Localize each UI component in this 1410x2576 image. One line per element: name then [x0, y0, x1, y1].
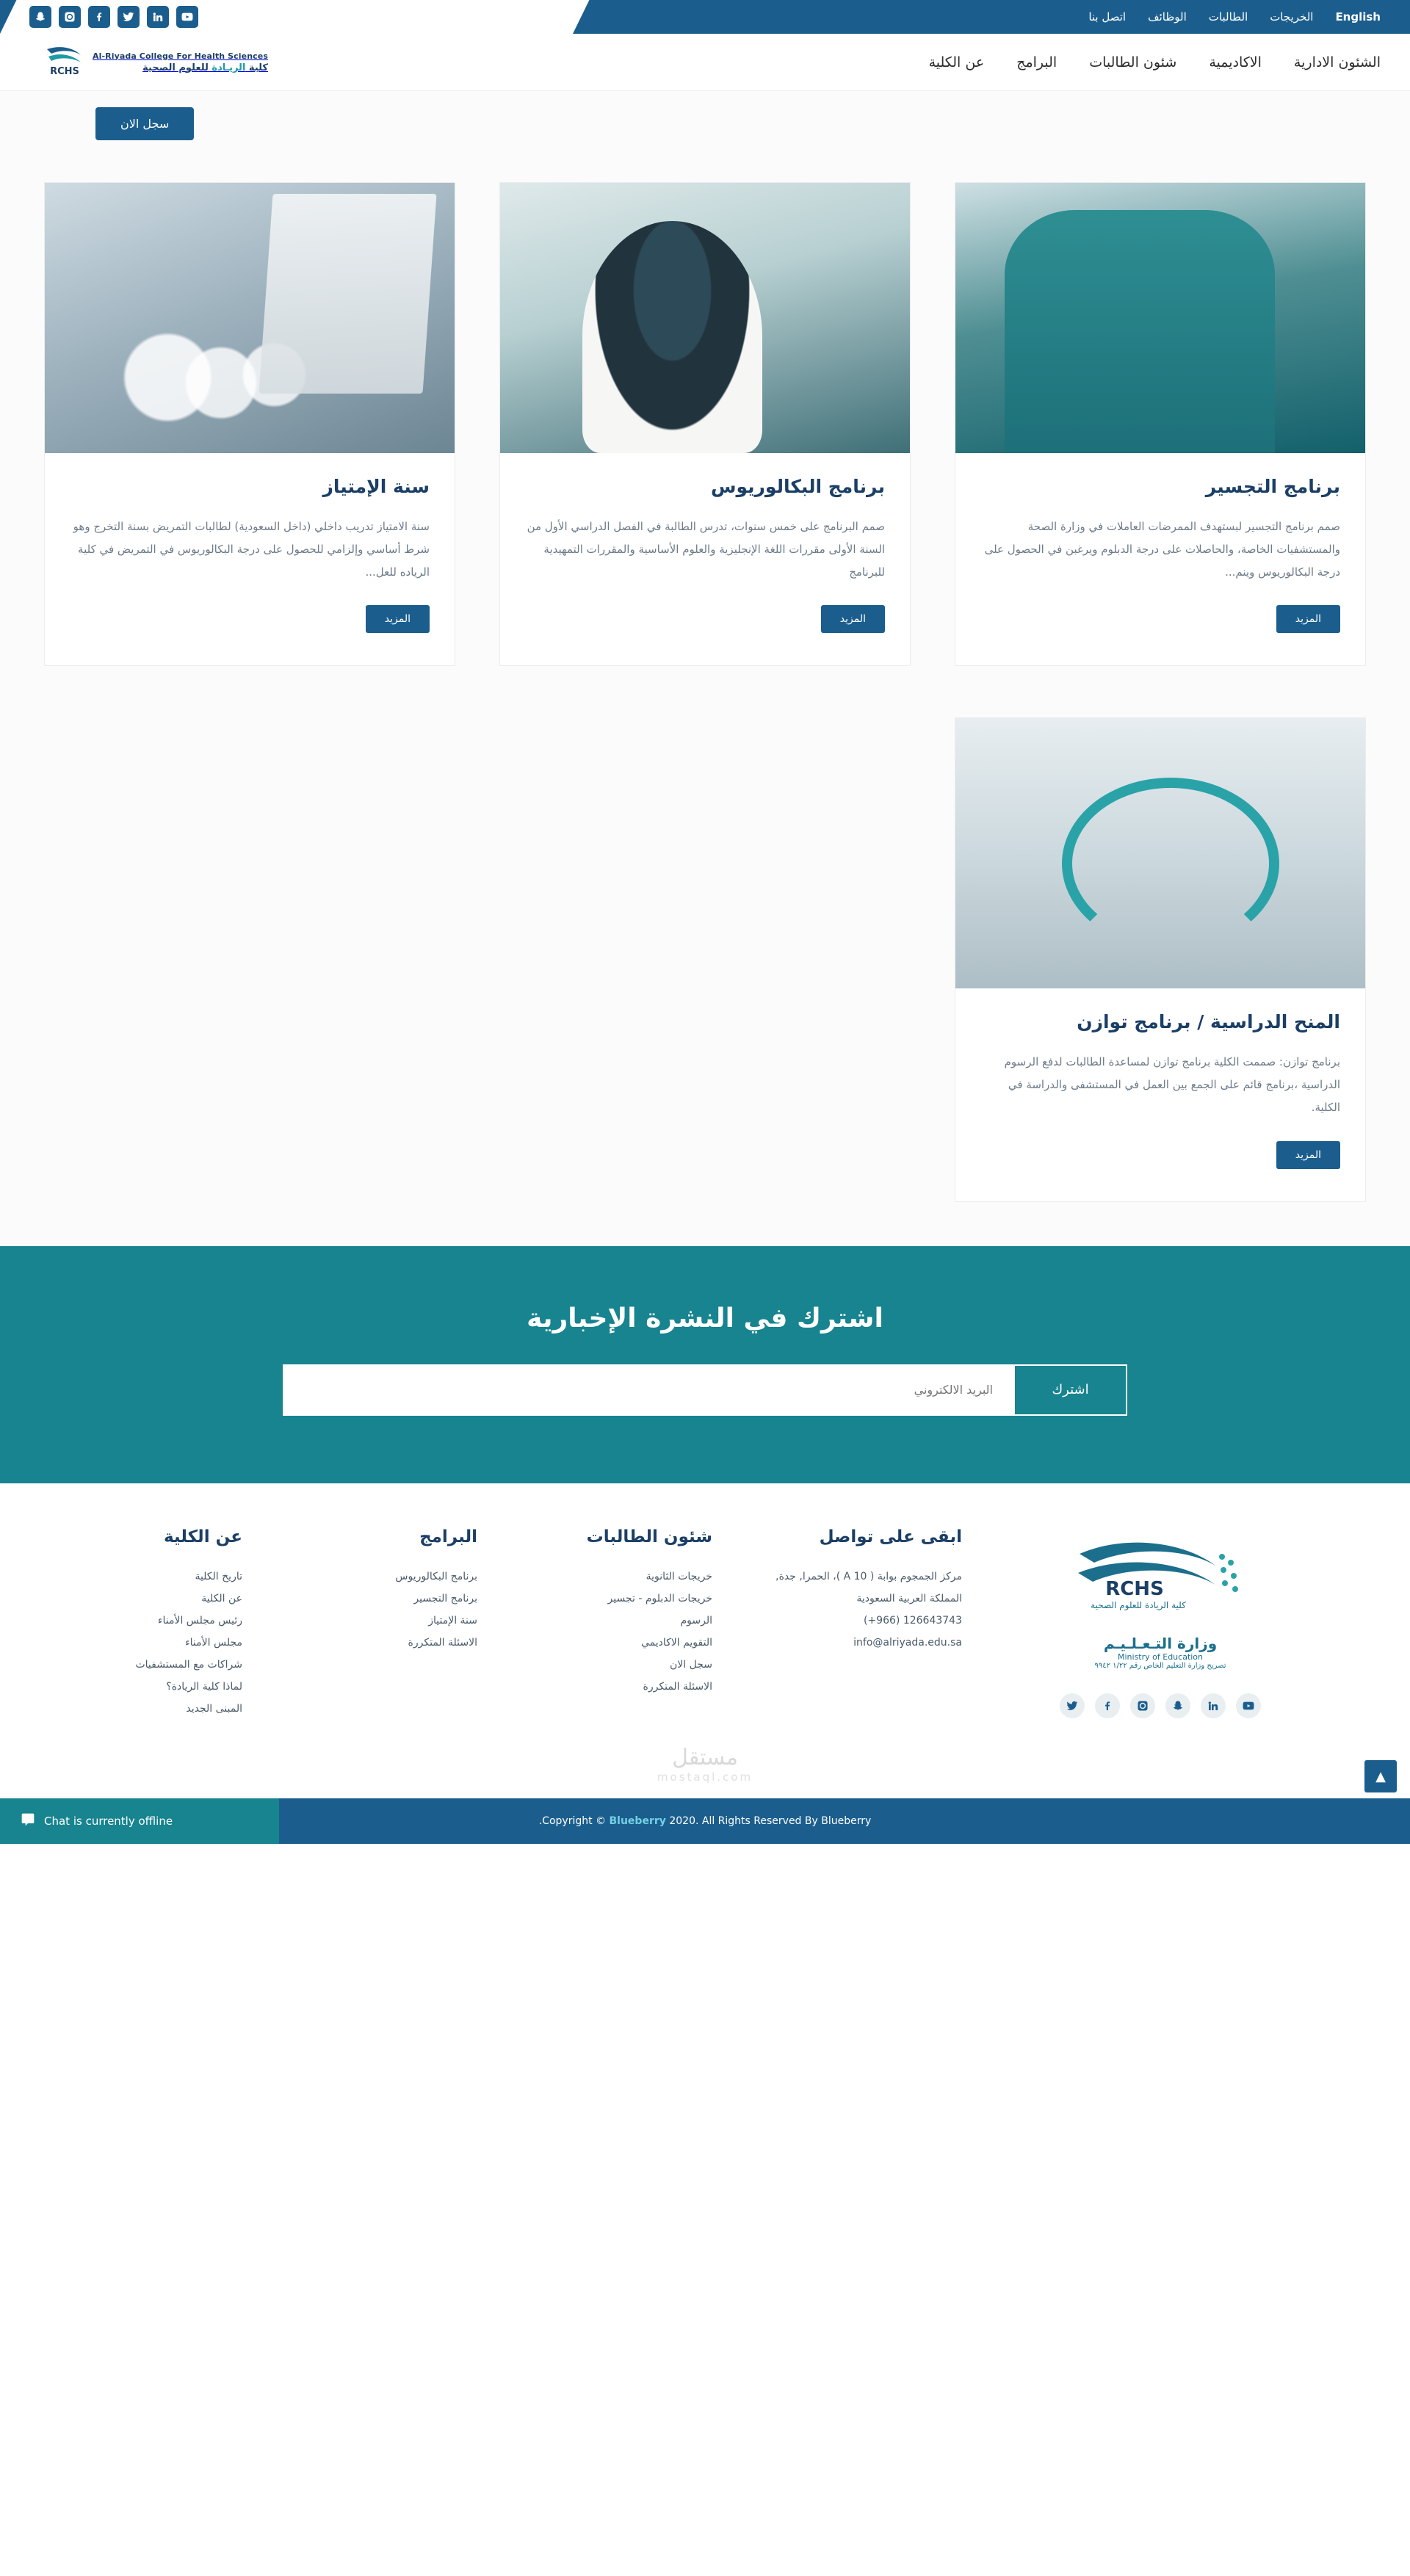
snapchat-icon[interactable] — [1165, 1693, 1190, 1718]
card-title: برنامج التجسير — [1205, 476, 1340, 497]
topbar-link-graduates[interactable]: الخريجات — [1270, 10, 1314, 23]
youtube-icon[interactable] — [176, 6, 198, 28]
rchs-footer-logo-icon — [1065, 1527, 1256, 1618]
watermark-main: مستقل — [672, 1745, 738, 1771]
topbar-link-contact[interactable]: اتصل بنا — [1088, 10, 1127, 23]
chat-icon — [21, 1812, 35, 1830]
copyright-text: Copyright © Blueberry 2020. All Rights Reserved By Blueberry. — [538, 1815, 872, 1828]
scholarship-card-grid — [59, 717, 1351, 1201]
newsletter-email-input[interactable] — [283, 1364, 1013, 1416]
twitter-icon[interactable] — [1060, 1693, 1085, 1718]
topbar-links — [1088, 0, 1410, 34]
card-body — [955, 453, 1365, 665]
footer-link[interactable]: شراكات مع المستشفيات — [135, 1658, 242, 1671]
footer-link[interactable]: عن الكلية — [201, 1592, 242, 1604]
twitter-icon[interactable] — [118, 6, 140, 28]
brand-text — [93, 51, 268, 73]
student-photo — [500, 183, 910, 453]
scroll-to-top-button[interactable]: ▲ — [1364, 1760, 1397, 1792]
nav-student-affairs[interactable]: شئون الطالبات — [1089, 54, 1177, 70]
footer-link[interactable]: التقويم الاكاديمي — [640, 1636, 712, 1649]
footer-logos — [1013, 1527, 1329, 1718]
register-now-button[interactable]: سجل الان — [95, 107, 194, 140]
footer-heading: ابقى على تواصل — [819, 1527, 962, 1546]
footer-link[interactable]: سنة الإمتياز — [428, 1614, 477, 1627]
footer-link[interactable]: برنامج التجسير — [413, 1592, 477, 1604]
footer-link[interactable]: رئيس مجلس الأمناء — [157, 1614, 242, 1627]
chat-offline-bar[interactable] — [0, 1798, 279, 1844]
card-bridging-program[interactable] — [955, 182, 1366, 666]
site-footer — [0, 1483, 1410, 1845]
linkedin-icon[interactable] — [147, 6, 169, 28]
ministry-of-education-logo — [1094, 1635, 1226, 1670]
footer-link[interactable]: المبنى الجديد — [186, 1703, 242, 1715]
footer-link[interactable]: لماذا كلية الريادة؟ — [166, 1680, 242, 1693]
card-more-button[interactable]: المزيد — [1276, 605, 1340, 633]
footer-heading: عن الكلية — [163, 1527, 242, 1546]
card-scholarship-tawazun[interactable] — [955, 717, 1366, 1201]
footer-email[interactable]: info@alriyada.edu.sa — [853, 1636, 962, 1649]
card-body — [955, 988, 1365, 1201]
card-image — [955, 183, 1365, 453]
programs-card-grid — [59, 162, 1351, 666]
svg-text:RCHS: RCHS — [50, 65, 79, 77]
footer-link[interactable]: خريجات الثانوية — [646, 1570, 712, 1582]
facebook-icon[interactable] — [1095, 1693, 1120, 1718]
footer-address: مركز الجمجوم بوابة ( A 10 )، الحمرا, جدة, المملكة العربية السعودية — [776, 1570, 962, 1604]
card-title: سنة الإمتياز — [322, 476, 430, 497]
instagram-icon[interactable] — [59, 6, 81, 28]
rchs-logo-icon — [44, 43, 85, 82]
footer-heading: شئون الطالبات — [586, 1527, 712, 1546]
card-internship-year[interactable] — [44, 182, 455, 666]
programs-section — [0, 162, 1410, 1246]
card-description: برنامج توازن: صممت الكلية برنامج توازن لمساعدة الطالبات لدفع الرسوم الدراسية ،برنامج قائم على الجمع بين العمل في المستشفى والدراسة في الكلية. — [1004, 1055, 1340, 1114]
site-logo[interactable] — [44, 43, 268, 82]
footer-link[interactable]: الرسوم — [680, 1614, 712, 1627]
newsletter-form — [283, 1364, 1127, 1416]
youtube-icon[interactable] — [1236, 1693, 1261, 1718]
main-navigation — [0, 34, 1410, 91]
nav-administrative-affairs[interactable]: الشئون الادارية — [1293, 54, 1381, 70]
newsletter-subscribe-button[interactable]: اشترك — [1013, 1364, 1127, 1416]
footer-col-about-college — [59, 1527, 242, 1721]
brand-name-en: Al-Riyada College For Health Sciences — [93, 51, 268, 61]
linkedin-icon[interactable] — [1201, 1693, 1226, 1718]
card-more-button[interactable]: المزيد — [1276, 1141, 1340, 1169]
ministry-name-en: Ministry of Education — [1118, 1651, 1204, 1662]
footer-link[interactable]: برنامج البكالوريوس — [395, 1570, 477, 1582]
footer-phone[interactable]: 126643743 (966+) — [863, 1614, 962, 1627]
footer-link[interactable]: مجلس الأمناء — [185, 1636, 242, 1649]
footer-link[interactable]: تاريخ الكلية — [195, 1570, 242, 1582]
footer-col-programs — [294, 1527, 477, 1654]
footer-link[interactable]: الاسئلة المتكررة — [643, 1680, 712, 1693]
footer-link[interactable]: خريجات الدبلوم - تجسير — [607, 1592, 712, 1604]
ministry-name-ar: وزارة التـعـلـيـم — [1103, 1634, 1218, 1652]
watermark — [0, 1720, 1410, 1798]
instagram-icon[interactable] — [1130, 1693, 1155, 1718]
newsletter-section — [0, 1246, 1410, 1483]
top-utility-bar — [0, 0, 1410, 34]
footer-heading: البرامج — [419, 1527, 477, 1546]
card-image — [500, 183, 910, 453]
svg-text:RCHS: RCHS — [1105, 1577, 1164, 1600]
card-body — [500, 453, 910, 665]
footer-link[interactable]: الاسئلة المتكررة — [408, 1636, 477, 1649]
footer-link[interactable]: سجل الان — [670, 1658, 712, 1671]
footer-col-contact — [764, 1527, 962, 1654]
snapchat-icon[interactable] — [29, 6, 51, 28]
chat-status-label: Chat is currently offline — [44, 1815, 173, 1828]
topbar-link-students[interactable]: الطالبات — [1208, 10, 1248, 23]
nav-links — [929, 54, 1381, 70]
card-image — [955, 718, 1365, 988]
topbar-social-links — [29, 0, 198, 34]
footer-col-student-affairs — [529, 1527, 712, 1698]
topbar-link-jobs[interactable]: الوظائف — [1148, 10, 1187, 23]
footer-social-links — [1060, 1693, 1261, 1718]
lab-photo — [45, 183, 455, 453]
stethoscope-photo — [955, 718, 1365, 988]
footer-columns — [59, 1527, 1351, 1721]
nav-programs[interactable]: البرامج — [1016, 54, 1058, 70]
brand-name-ar: كلية الريـادة للعلوم الصحية — [142, 62, 268, 73]
card-image — [45, 183, 455, 453]
topbar-link-english[interactable]: English — [1335, 10, 1381, 23]
register-strip — [0, 91, 1410, 162]
card-bachelor-program[interactable] — [499, 182, 911, 666]
card-more-button[interactable]: المزيد — [821, 605, 885, 633]
card-body — [45, 453, 455, 665]
svg-text:كلية الريادة للعلوم الصحية: كلية الريادة للعلوم الصحية — [1091, 1599, 1186, 1610]
card-description: صمم برنامج التجسير لبستهدف الممرضات العاملات في وزارة الصحة والمستشفيات الخاصة، والحاصلات على درجة الدبلوم ويرغبن في الحصول على درجة البكالوريوس وينم... — [984, 520, 1340, 579]
card-description: سنة الامتياز تدريب داخلي (داخل السعودية) لطالبات التمريض بسنة التخرج وهو شرط أساسي وإلزامي للحصول على درجة البكالوريوس في التمريض في كلية الرياده للعل... — [73, 520, 430, 579]
card-more-button[interactable]: المزيد — [366, 605, 430, 633]
nav-academic[interactable]: الاكاديمية — [1209, 54, 1262, 70]
facebook-icon[interactable] — [88, 6, 110, 28]
ministry-license: تصريح وزارة التعليم الخاص رقم ١/٢٢ ٩٩٤٢ — [1094, 1661, 1226, 1670]
card-title: برنامج البكالوريوس — [710, 476, 885, 497]
newsletter-heading: اشترك في النشرة الإخبارية — [527, 1303, 883, 1334]
card-title: المنح الدراسية / برنامج توازن — [1077, 1011, 1340, 1033]
card-description: صمم البرنامج على خمس سنوات، تدرس الطالبة في الفصل الدراسي الأول من السنة الأولى مقررات اللغة الإنجليزية والعلوم الأساسية والمقررات التمهيدية للبرنامج — [527, 520, 885, 579]
nurse-photo — [955, 183, 1365, 453]
watermark-sub: mostaql.com — [657, 1770, 753, 1784]
nav-about-college[interactable]: عن الكلية — [928, 54, 985, 70]
